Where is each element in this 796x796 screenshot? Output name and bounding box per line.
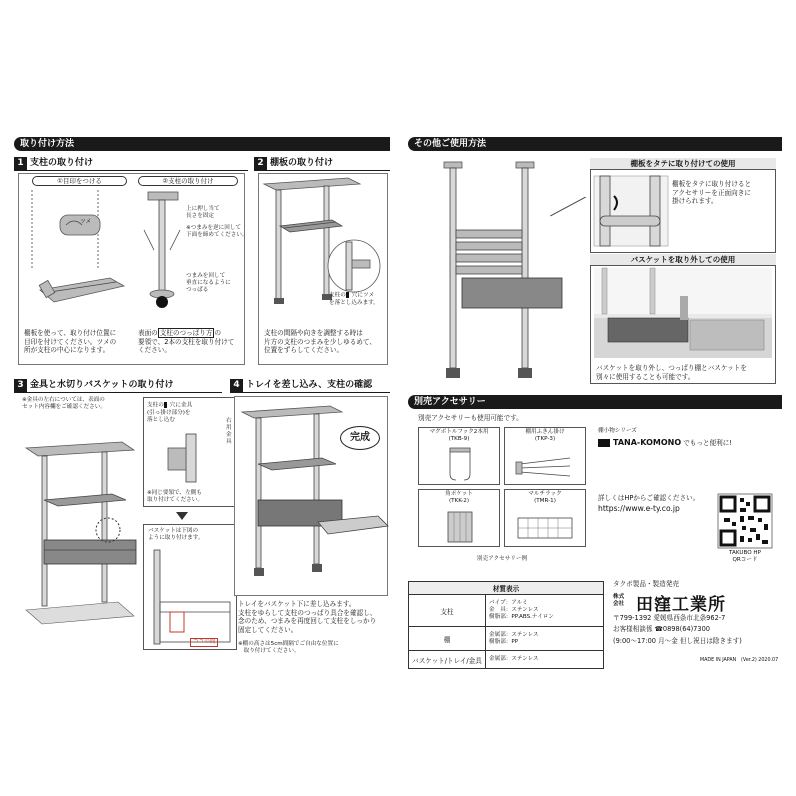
hook-detail-illustration (166, 434, 216, 484)
accessory-name: 棚用ふきん掛け (525, 429, 565, 435)
brand-line: TANA-KOMONO でもっと便利に! (598, 437, 732, 447)
shelf-marking-illustration (20, 190, 130, 310)
step-4-heading: 4 トレイを差し込み、支柱の確認 (230, 378, 372, 392)
note-turn-knob: つまみを回して 垂直になるように つっぱる (186, 273, 231, 293)
vertical-shelf-rack-illustration (440, 160, 570, 382)
divider (14, 392, 222, 393)
square-pocket-illustration (446, 508, 474, 544)
detail-left-note: ※同じ要領で、左側も 取り付けてください。 (147, 490, 203, 503)
basket-mount-illustration (22, 440, 146, 630)
step-4-caption: トレイをバスケット下に差し込みます。 支柱をゆらして支柱のつっぱり具合を確認し、 念のため、つまみを再度回して支柱をしっかり 固定してください。 (238, 600, 377, 634)
material-part: 支柱 (409, 595, 486, 627)
company-address: 〒799-1392 愛媛県西条市北条962-7 (613, 614, 726, 622)
down-arrow-icon (176, 512, 188, 520)
accessories-intro: 別売アクセサリーも使用可能です。 (418, 414, 523, 422)
step-2-caption: 支柱の間隔や向きを調整する時は 片方の支柱のつまみを少しゆるめて、 位置をずらしてください。 (264, 329, 376, 355)
hp-text: 詳しくはHPからご確認ください。 (598, 494, 700, 502)
series-label: 棚小物シリーズ (598, 428, 637, 434)
qr-caption-1: TAKUBO HP (729, 550, 761, 556)
accessory-name: マルチラック (528, 491, 562, 497)
pole-install-illustration (134, 190, 194, 310)
maker-label: タクボ製品・製造発売 (613, 580, 679, 588)
use-vertical-shelf-title: 棚板をタテに取り付けての使用 (590, 158, 776, 170)
right-bracket-label: 右用金具 (226, 418, 232, 445)
accessory-code: (TKK-2) (448, 498, 470, 504)
qr-code-icon (718, 494, 772, 548)
step-1b-caption: 表面の 支柱のつっぱり方 の 要領で、2本の支柱を取り付けて ください。 (138, 329, 235, 355)
step-2-heading: 2 棚板の取り付け (254, 156, 333, 170)
section-header-accessories: 別売アクセサリー (408, 395, 782, 409)
accessory-code: (TKB-9) (448, 436, 470, 442)
note-reverse-turn: ※つまみを逆に回して 下面を締めてください。 (186, 225, 248, 238)
step-1-heading: 1 支柱の取り付け (14, 156, 93, 170)
accessory-name: マグボトルフック2本用 (429, 429, 489, 435)
accessory-code: (TMR-1) (534, 498, 556, 504)
step-2-note: 支柱の 穴にツメ を落とし込みます。 (329, 292, 379, 306)
divider (230, 392, 390, 393)
gap-tag: ココの間 (190, 638, 218, 647)
company-phone: お客様相談係 ☎0898(64)7300 (613, 625, 710, 633)
website-url[interactable]: https://www.e-ty.co.jp (598, 504, 680, 513)
materials-title: 材質表示 (409, 582, 604, 595)
towel-hanger-illustration (516, 450, 576, 480)
kitchen-photo-illustration (594, 268, 772, 358)
detail-hook-text: 支柱の 穴に金具 (引っ掛け部分)を 落とし込む (147, 402, 193, 423)
divider (254, 170, 390, 171)
accessories-caption: 別売アクセサリー例 (476, 556, 528, 562)
material-spec: 金属部：ステンレス (486, 651, 604, 669)
material-spec: パイプ：アルミ 金 具：ステンレス 樹脂部：PP.ABS.ナイロン (486, 595, 604, 627)
step-1b-label: ②支柱の取り付け (138, 176, 238, 186)
accessory-name: 角ポケット (445, 491, 473, 497)
step-1a-label: ①目印をつける (32, 176, 127, 186)
use-basket-removed-title: バスケットを取り外しての使用 (590, 254, 776, 266)
brand-logo-icon (598, 439, 610, 447)
complete-badge: 完成 (340, 426, 380, 450)
step-3-heading: 3 金具と水切りバスケットの取り付け (14, 378, 174, 392)
company-name: 田窪工業所 (636, 595, 726, 615)
use-vertical-shelf-text: 棚板をタテに取り付けると アクセサリーを正面向きに 掛けられます。 (672, 180, 752, 206)
bottle-hook-illustration (446, 446, 476, 482)
step-4-note: ※棚の高さは5cm間隔でご自由な位置に 取り付けてください。 (238, 641, 339, 654)
material-spec: 金属部：ステンレス 樹脂部：PP (486, 627, 604, 651)
accessory-code: (TKP-3) (534, 436, 556, 442)
qr-caption-2: QRコード (732, 557, 758, 563)
company-hours: (9:00〜17:00 月〜金 但し祝日は除きます) (613, 637, 742, 645)
company-prefix: 株式 会社 (613, 594, 625, 607)
section-header-other-usage: その他ご使用方法 (408, 137, 782, 151)
footer-version: MADE IN JAPAN (Ver.2) 2020.07 (700, 658, 779, 663)
step-3-note: ※金具の左右については、表面の セット内容欄をご確認ください。 (22, 397, 106, 410)
material-part: バスケット/トレイ/金具 (409, 651, 486, 669)
step-1a-caption: 棚板を使って、取り付け位置に 目印を付けてください。ツメの 所が支柱の中心になります。 (24, 329, 117, 355)
material-part: 棚 (409, 627, 486, 651)
use-basket-removed-text: バスケットを取り外し、つっぱり棚とバスケットを 別々に使用することも可能です。 (596, 364, 747, 381)
multi-rack-illustration (514, 510, 576, 544)
section-header-installation: 取り付け方法 (14, 137, 390, 151)
tsume-label: ツメ (80, 219, 92, 225)
detail-basket-text: バスケットは下図の ように取り付けます。 (148, 528, 204, 541)
vertical-shelf-detail-illustration (594, 176, 668, 246)
basket-detail-illustration (148, 550, 234, 646)
materials-table (408, 581, 604, 669)
divider (14, 170, 248, 171)
note-fix-length: 上に押し当て 長さを固定 (186, 206, 220, 219)
